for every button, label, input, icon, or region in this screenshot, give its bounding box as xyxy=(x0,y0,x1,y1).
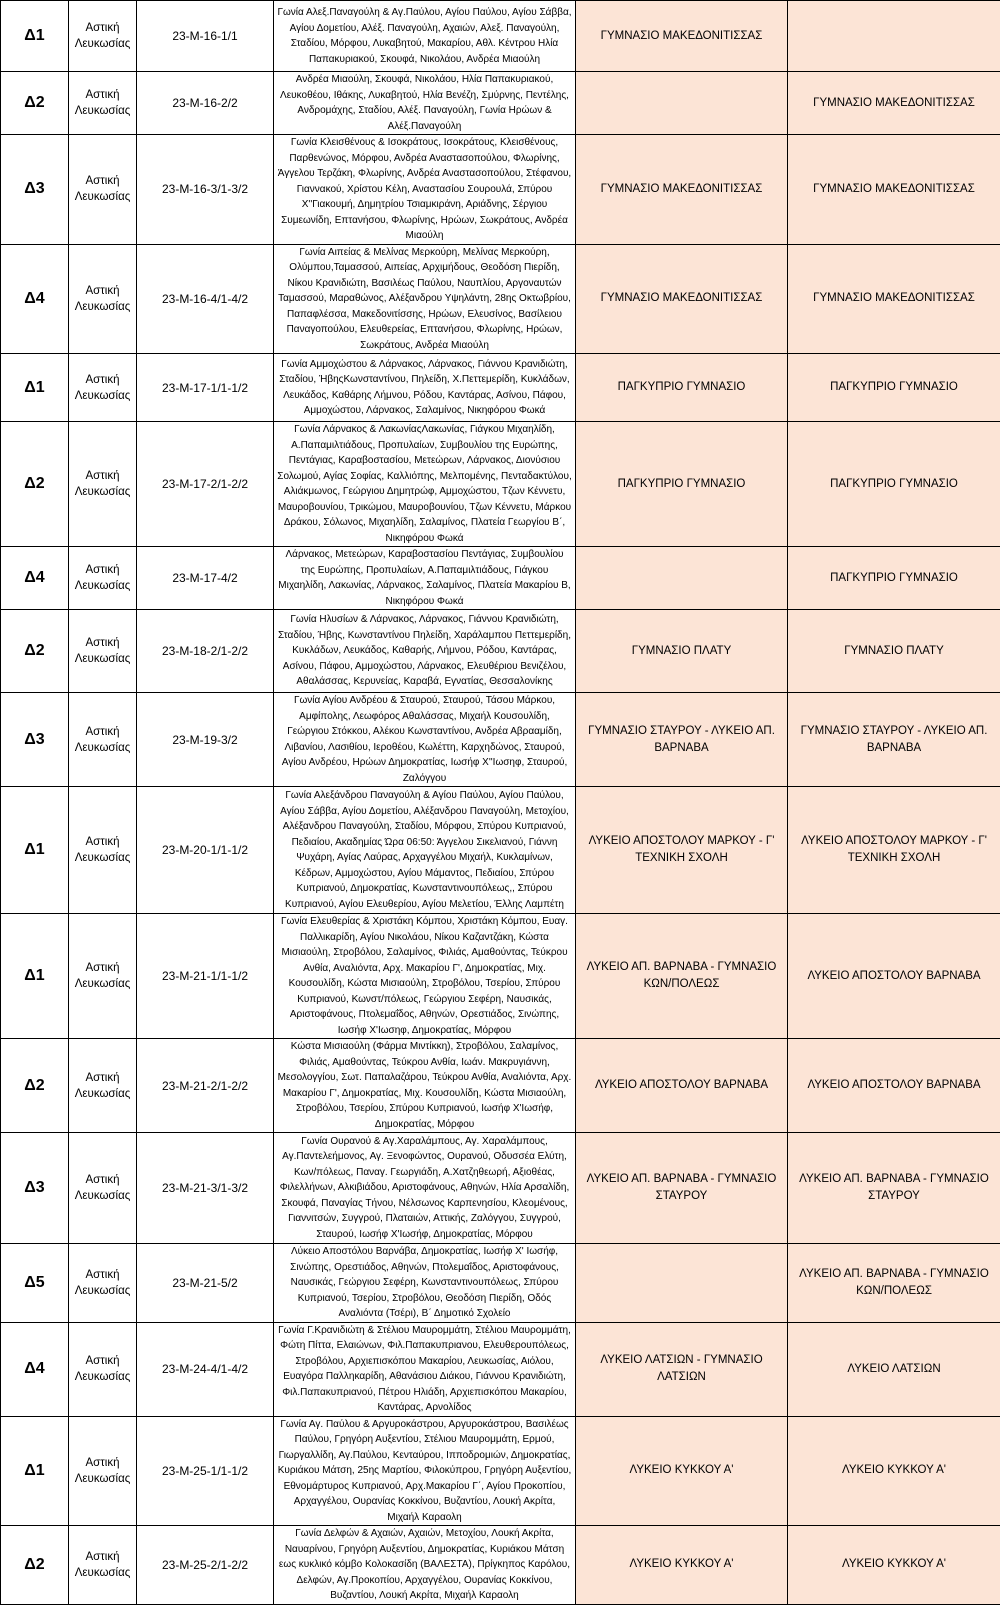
table-row xyxy=(1,1244,1000,1323)
route-description-cell: Λύκειο Αποστόλου Βαρνάβα, Δημοκρατίας, Ιωσήφ Χ' Ιωσήφ, Σινώπης, Ορεστιάδος, Αθηνών, Πτολεμαΐδος, Αριστοφάνους, Ναυσικάς, Γεώργιου Σεφέρη, Κωνσταντινουπόλεως, Σπύρου Κυπριανού, Τσερίου, Στροβόλου, Θεοδόση Πιερίδη, Οδός Αναλιόντα (Τσέρι), Β΄ Δημοτικό Σχολείο xyxy=(274,1244,576,1323)
school-cell-2: ΓΥΜΝΑΣΙΟ ΜΑΚΕΔΟΝΙΤΙΣΣΑΣ xyxy=(788,135,1000,245)
table-row xyxy=(1,135,1000,245)
day-cell: Δ4 xyxy=(1,1322,69,1416)
area-cell: Αστική Λευκωσίας xyxy=(69,1039,137,1133)
school-cell-2: ΓΥΜΝΑΣΙΟ ΠΛΑΤΥ xyxy=(788,610,1000,693)
route-description-cell: Γωνία Κλεισθένους & Ισοκράτους, Ισοκράτους, Κλεισθένους, Παρθενώνος, Μόρφου, Ανδρέα Αναστασοπούλου, Φλωρίνης, Άγγελου Τερζάκη, Φλωρίνης, Ανδρέα Αναστασοπούλου, Στέφανου, Γιαννακού, Χρίστου Κέλη, Αναστασίου Σουρουλά, Σπύρου Χ''Γιακουμή, Δημητρίου Τσιαμκιράνη, Αριάδνης, Σέργιου Συμεωνίδη, Επτανήσου, Φλωρίνης, Ηρώων, Σωκράτους, Ανδρέα Μιαούλη xyxy=(274,135,576,245)
route-description-cell: Γωνία Αλεξ.Παναγούλη & Αγ.Παύλου, Αγίου Παύλου, Αγίου Σάββα, Αγίου Δομετίου, Αλέξ. Παναγούλη, Αχαιών, Αλεξ. Παναγούλη, Σταδίου, Μόρφου, Λυκαβητού, Μακαρίου, Αθλ. Κέντρου Ηλία Παπακυριακού, Σκουφά, Νικολάου, Ανδρέα Μιαούλη xyxy=(274,1,576,72)
school-cell-1: ΓΥΜΝΑΣΙΟ ΜΑΚΕΔΟΝΙΤΙΣΣΑΣ xyxy=(576,1,788,72)
route-description-cell: Κώστα Μισιαούλη (Φάρμα Μιντίκκη), Στροβόλου, Σαλαμίνος, Φιλιάς, Αμαθούντας, Τεύκρου Ανθία, Ιωάν. Μακρυγιάννη, Μεσολογγίου, Σωτ. Παπαλαζάρου, Τεύκρου Ανθία, Αναλιόντα, Αρχ. Μακαρίου Γ', Δημοκρατίας, Μιχ. Κουσουλίδη, Κώστα Μισιαούλη, Στροβόλου, Τσερίου, Σπύρου Κυπριανού, Ιωσήφ Χ'Ιωσήφ, Δημοκρατίας, Μόρφου xyxy=(274,1039,576,1133)
day-cell: Δ3 xyxy=(1,135,69,245)
school-cell-2: ΛΥΚΕΙΟ ΛΑΤΣΙΩΝ xyxy=(788,1322,1000,1416)
day-cell: Δ2 xyxy=(1,1526,69,1605)
table-row xyxy=(1,1526,1000,1605)
route-description-cell: Γωνία Ουρανού & Αγ.Χαραλάμπους, Αγ. Χαραλάμπους, Αγ.Παντελεήμονος, Αγ. Ξενοφώντος, Ουρανού, Οδυσσέα Ελύτη, Κων/πόλεως, Παναγ. Γεωργιάδη, Α.Χατζηθεωρή, Αξιοθέας, Φιλελλήνων, Αλκιβιάδου, Αριστοφάνους, Αθηνών, Ηλία Αρσαλίδη, Σκουφά, Παναγίας Τήνου, Νέλσωνος Καρπενησίου, Κλεομένους, Γιαννιτσών, Συγγρού, Πλαταιών, Αττικής, Ζαλόγγου, Συγγρού, Σταυρού, Ιωσήφ Χ'Ιωσήφ, Δημοκρατίας, Μόρφου xyxy=(274,1133,576,1244)
day-cell: Δ2 xyxy=(1,1039,69,1133)
route-description-cell: Γωνία Λάρνακος & ΛακωνίαςΛακωνίας, Γιάγκου Μιχαηλίδη, Α.Παπαμιλτιάδους, Προπυλαίων, Συμβουλίου της Ευρώπης, Πεντάγιας, Καραβοστασίου, Μετεώρων, Λάρνακος, Διονύσιου Σολωμού, Αγίας Σοφίας, Καλλιόπης, Μελπομένης, Πενταδακτύλου, Αλιάκμωνος, Γεώργιου Δημητρώφ, Αμμοχώστου, Τζων Κέννετυ, Μαυροβουνίου, Τρικώμου, Μαυροβουνίου, Τζων Κέννετυ, Μάρκου Δράκου, Σόλωνος, Μιχαηλίδη, Σαλαμίνος, Πλατεία Γεωργίου Β΄, Νικηφόρου Φωκά xyxy=(274,422,576,547)
school-cell-1: ΛΥΚΕΙΟ ΑΠ. ΒΑΡΝΑΒΑ - ΓΥΜΝΑΣΙΟ ΣΤΑΥΡΟΥ xyxy=(576,1133,788,1244)
table-row xyxy=(1,1322,1000,1416)
route-code-cell: 23-Μ-25-1/1-1/2 xyxy=(137,1416,274,1526)
route-description-cell: Γωνία Αμμοχώστου & Λάρνακος, Λάρνακος, Γιάννου Κρανιδιώτη, Σταδίου, ΉβηςΚωνσταντίνου, Πηλείδη, Χ.Πεττεμερίδη, Κυκλάδων, Λευκάδος, Καθάρης Λήμνου, Ρόδου, Καντάρας, Ασίνου, Πάφου, Αμμοχώστου, Λάρνακος, Σαλαμίνος, Νικηφόρου Φωκά xyxy=(274,354,576,422)
area-cell: Αστική Λευκωσίας xyxy=(69,1244,137,1323)
area-cell: Αστική Λευκωσίας xyxy=(69,244,137,354)
school-cell-2: ΓΥΜΝΑΣΙΟ ΜΑΚΕΔΟΝΙΤΙΣΣΑΣ xyxy=(788,244,1000,354)
table-row xyxy=(1,693,1000,787)
route-code-cell: 23-Μ-16-1/1 xyxy=(137,1,274,72)
route-code-cell: 23-Μ-16-2/2 xyxy=(137,72,274,135)
route-code-cell: 23-Μ-21-2/1-2/2 xyxy=(137,1039,274,1133)
school-cell-2: ΠΑΓΚΥΠΡΙΟ ΓΥΜΝΑΣΙΟ xyxy=(788,422,1000,547)
area-cell: Αστική Λευκωσίας xyxy=(69,422,137,547)
school-cell-1: ΠΑΓΚΥΠΡΙΟ ΓΥΜΝΑΣΙΟ xyxy=(576,422,788,547)
school-cell-1: ΓΥΜΝΑΣΙΟ ΣΤΑΥΡΟΥ - ΛΥΚΕΙΟ ΑΠ. ΒΑΡΝΑΒΑ xyxy=(576,693,788,787)
route-code-cell: 23-Μ-21-3/1-3/2 xyxy=(137,1133,274,1244)
route-code-cell: 23-Μ-17-1/1-1/2 xyxy=(137,354,274,422)
route-code-cell: 23-Μ-19-3/2 xyxy=(137,693,274,787)
area-cell: Αστική Λευκωσίας xyxy=(69,547,137,610)
table-row xyxy=(1,914,1000,1039)
table-row xyxy=(1,1133,1000,1244)
route-code-cell: 23-Μ-21-5/2 xyxy=(137,1244,274,1323)
area-cell: Αστική Λευκωσίας xyxy=(69,610,137,693)
table-row xyxy=(1,244,1000,354)
day-cell: Δ3 xyxy=(1,693,69,787)
school-cell-1: ΓΥΜΝΑΣΙΟ ΜΑΚΕΔΟΝΙΤΙΣΣΑΣ xyxy=(576,244,788,354)
route-description-cell: Ανδρέα Μιαούλη, Σκουφά, Νικολάου, Ηλία Παπακυριακού, Λευκοθέου, Ιθάκης, Λυκαβητού, Ηλία Βενέζη, Σμύρνης, Πεντέλης, Ανδρομάχης, Σταδίου, Αλέξ. Παναγούλη, Γωνία Ηρώων & Αλέξ.Παναγούλη xyxy=(274,72,576,135)
table-row xyxy=(1,72,1000,135)
route-code-cell: 23-Μ-21-1/1-1/2 xyxy=(137,914,274,1039)
school-cell-1: ΛΥΚΕΙΟ ΛΑΤΣΙΩΝ - ΓΥΜΝΑΣΙΟ ΛΑΤΣΙΩΝ xyxy=(576,1322,788,1416)
day-cell: Δ5 xyxy=(1,1244,69,1323)
school-cell-2: ΛΥΚΕΙΟ ΑΠΟΣΤΟΛΟΥ ΒΑΡΝΑΒΑ xyxy=(788,914,1000,1039)
day-cell: Δ4 xyxy=(1,244,69,354)
day-cell: Δ4 xyxy=(1,547,69,610)
route-code-cell: 23-Μ-24-4/1-4/2 xyxy=(137,1322,274,1416)
route-code-cell: 23-Μ-20-1/1-1/2 xyxy=(137,787,274,914)
table-row xyxy=(1,1039,1000,1133)
school-cell-1: ΛΥΚΕΙΟ ΑΠΟΣΤΟΛΟΥ ΒΑΡΝΑΒΑ xyxy=(576,1039,788,1133)
school-cell-1: ΓΥΜΝΑΣΙΟ ΜΑΚΕΔΟΝΙΤΙΣΣΑΣ xyxy=(576,135,788,245)
route-code-cell: 23-Μ-16-3/1-3/2 xyxy=(137,135,274,245)
school-cell-2: ΓΥΜΝΑΣΙΟ ΜΑΚΕΔΟΝΙΤΙΣΣΑΣ xyxy=(788,72,1000,135)
area-cell: Αστική Λευκωσίας xyxy=(69,914,137,1039)
day-cell: Δ1 xyxy=(1,787,69,914)
day-cell: Δ2 xyxy=(1,610,69,693)
route-code-cell: 23-Μ-18-2/1-2/2 xyxy=(137,610,274,693)
route-description-cell: Γωνία Αλεξάνδρου Παναγούλη & Αγίου Παύλου, Αγίου Παύλου, Αγίου Σάββα, Αγίου Δομετίου, Αλέξανδρου Παναγούλη, Μετοχίου, Αλέξανδρου Παναγούλη, Σταδίου, Μόρφου, Σπύρου Κυπριανού, Πεδιαίου, Ακαδημίας Ώρα 06:50: Άγγελου Σικελιανού, Γιάννη Ψυχάρη, Αγίας Λαύρας, Αρχαγγέλου Μιχαήλ, Κυκλαμίνων, Κέδρων, Αμμοχώστου, Αγίου Μάμαντος, Πεδιαίου, Σπύρου Κυπριανού, Δημοκρατίας, Κωνσταντινουπόλεως,, Σπύρου Κυπριανού, Αγίου Ελευθερίου, Αγίου Μελετίου, Έλλης Λαμπέτη xyxy=(274,787,576,914)
route-code-cell: 23-Μ-25-2/1-2/2 xyxy=(137,1526,274,1605)
route-code-cell: 23-Μ-17-4/2 xyxy=(137,547,274,610)
route-description-cell: Γωνία Δελφών & Αχαιών, Αχαιών, Μετοχίου, Λουκή Ακρίτα, Ναυαρίνου, Γρηγόρη Αυξεντίου, Δημοκρατίας, Κυριάκου Μάτση εως κυκλικό κόμβο Κολοκασίδη (ΒΑΛΕΣΤΑ), Πρίγκηπος Καρόλου, Δελφών, Αγ.Προκοπίου, Αρχαγγέλου, Ουρανίας Κοκκίνου, Βυζαντίου, Λουκή Ακρίτα, Μιχαήλ Καραολη xyxy=(274,1526,576,1605)
school-cell-2: ΛΥΚΕΙΟ ΚΥΚΚΟΥ Α' xyxy=(788,1416,1000,1526)
area-cell: Αστική Λευκωσίας xyxy=(69,354,137,422)
day-cell: Δ1 xyxy=(1,1416,69,1526)
day-cell: Δ2 xyxy=(1,422,69,547)
route-description-cell: Γωνία Ελευθερίας & Χριστάκη Κόμπου, Χριστάκη Κόμπου, Ευαγ. Παλλικαρίδη, Αγίου Νικολάου, Νίκου Καζαντζάκη, Κώστα Μισιαούλη, Στροβόλου, Σαλαμίνος, Φιλιάς, Αμαθούντας, Τεύκρου Ανθία, Αναλιόντα, Αρχ. Μακαρίου Γ', Δημοκρατίας, Μιχ. Κουσουλίδη, Κώστα Μισιαούλη, Στροβόλου, Τσερίου, Σπύρου Κυπριανού, Κωνστ/πόλεως, Γεώργιου Σεφέρη, Ναυσικάς, Αριστοφάνους, Πτολεμαΐδος, Αθηνών, Ορεστιάδος, Σινώπης, Ιωσήφ Χ'Ιωσηφ, Δημοκρατίας, Μόρφου xyxy=(274,914,576,1039)
school-cell-2: ΛΥΚΕΙΟ ΑΠ. ΒΑΡΝΑΒΑ - ΓΥΜΝΑΣΙΟ ΚΩΝ/ΠΟΛΕΩΣ xyxy=(788,1244,1000,1323)
table-row xyxy=(1,1416,1000,1526)
route-description-cell: Γωνία Αιπείας & Μελίνας Μερκούρη, Μελίνας Μερκούρη, Ολύμπου,Ταμασσού, Αιπείας, Αρχιμήδους, Θεοδόση Πιερίδη, Νίκου Κρανιδιώτη, Βασιλέως Παύλου, Ναυπλίου, Αργοναυτών Ταμασσού, Μαραθώνος, Αλέξανδρου Υψηλάντη, 28ης Οκτωβρίου, Παπαφλέσσα, Μακεδονιτίσσης, Ηρώων, Ελευσίνος, Βασίλειου Παναγοπούλου, Ελευθερείας, Επτανήσου, Φλωρίνης, Ηρώων, Σωκράτους, Ανδρέα Μιαούλη xyxy=(274,244,576,354)
school-cell-1: ΓΥΜΝΑΣΙΟ ΠΛΑΤΥ xyxy=(576,610,788,693)
area-cell: Αστική Λευκωσίας xyxy=(69,787,137,914)
route-description-cell: Γωνία Γ.Κρανιδιώτη & Στέλιου Μαυρομμάτη, Στέλιου Μαυρομμάτη, Φώτη Πίττα, Ελαιώνων, Φιλ.Παπακυπριανου, Ελευθερουπόλεως, Στροβόλου, Αρχιεπισκόπου Μακαρίου, Λευκωσίας, Αιόλου, Ευαγόρα Παλληκαρίδη, Αθανάσιου Διάκου, Γιάννου Κρανιδιώτη, Φιλ.Παπακυπριανού, Πέτρου Ηλιάδη, Αρχιεπισκόπου Μακαρίου, Καντάρας, Αρνολίδος xyxy=(274,1322,576,1416)
school-cell-2: ΛΥΚΕΙΟ ΚΥΚΚΟΥ Α' xyxy=(788,1526,1000,1605)
day-cell: Δ1 xyxy=(1,1,69,72)
day-cell: Δ3 xyxy=(1,1133,69,1244)
school-cell-2: ΛΥΚΕΙΟ ΑΠΟΣΤΟΛΟΥ ΒΑΡΝΑΒΑ xyxy=(788,1039,1000,1133)
school-cell-1: ΛΥΚΕΙΟ ΚΥΚΚΟΥ Α' xyxy=(576,1526,788,1605)
day-cell: Δ1 xyxy=(1,914,69,1039)
area-cell: Αστική Λευκωσίας xyxy=(69,1,137,72)
table-row xyxy=(1,354,1000,422)
day-cell: Δ2 xyxy=(1,72,69,135)
school-cell-1 xyxy=(576,72,788,135)
table-row xyxy=(1,422,1000,547)
school-cell-1: ΛΥΚΕΙΟ ΚΥΚΚΟΥ Α' xyxy=(576,1416,788,1526)
table-row xyxy=(1,610,1000,693)
school-cell-1 xyxy=(576,1244,788,1323)
area-cell: Αστική Λευκωσίας xyxy=(69,1322,137,1416)
school-cell-1: ΛΥΚΕΙΟ ΑΠ. ΒΑΡΝΑΒΑ - ΓΥΜΝΑΣΙΟ ΚΩΝ/ΠΟΛΕΩΣ xyxy=(576,914,788,1039)
school-cell-2 xyxy=(788,1,1000,72)
school-cell-2: ΠΑΓΚΥΠΡΙΟ ΓΥΜΝΑΣΙΟ xyxy=(788,547,1000,610)
routes-table-body xyxy=(1,1,1000,1605)
route-code-cell: 23-Μ-16-4/1-4/2 xyxy=(137,244,274,354)
day-cell: Δ1 xyxy=(1,354,69,422)
area-cell: Αστική Λευκωσίας xyxy=(69,135,137,245)
school-cell-2: ΛΥΚΕΙΟ ΑΠΟΣΤΟΛΟΥ ΜΑΡΚΟΥ - Γ' ΤΕΧΝΙΚΗ ΣΧΟΛΗ xyxy=(788,787,1000,914)
area-cell: Αστική Λευκωσίας xyxy=(69,693,137,787)
route-description-cell: Λάρνακος, Μετεώρων, Καραβοστασίου Πεντάγιας, Συμβουλίου της Ευρώπης, Προπυλαίων, Α.Παπαμιλτιάδους, Γιάγκου Μιχαηλίδη, Λακωνίας, Λάρνακος, Σαλαμίνος, Πλατεία Μακαρίου Β, Νικηφόρου Φωκά xyxy=(274,547,576,610)
school-cell-1: ΛΥΚΕΙΟ ΑΠΟΣΤΟΛΟΥ ΜΑΡΚΟΥ - Γ' ΤΕΧΝΙΚΗ ΣΧΟΛΗ xyxy=(576,787,788,914)
table-row xyxy=(1,547,1000,610)
school-cell-2: ΛΥΚΕΙΟ ΑΠ. ΒΑΡΝΑΒΑ - ΓΥΜΝΑΣΙΟ ΣΤΑΥΡΟΥ xyxy=(788,1133,1000,1244)
route-description-cell: Γωνία Αγ. Παύλου & Αργυροκάστρου, Αργυροκάστρου, Βασιλέως Παύλου, Γρηγόρη Αυξεντίου, Στέλιου Μαυρομμάτη, Ερμού, Γιωργαλλίδη, Αγ.Παύλου, Κενταύρου, Ιπποδρομιών, Δημοκρατίας, Κυριάκου Μάτση, 25ης Μαρτίου, Φιλοκύπρου, Γρηγόρη Αυξεντίου, Εθνομάρτυρος Κυπριανού, Αρχ.Μακαρίου Γ΄, Αγίου Προκοπίου, Αρχαγγέλου, Ουρανίας Κοκκίνου, Βυζαντίου, Λουκή Ακρίτα, Μιχαήλ Καραολη xyxy=(274,1416,576,1526)
route-description-cell: Γωνία Αγίου Ανδρέου & Σταυρού, Σταυρού, Τάσου Μάρκου, Αμφίπολης, Λεωφόρος Αθαλάσσας, Μιχαήλ Κουσουλίδη, Γεώργιου Στόκκου, Αλέκου Κωνσταντίνου, Ανδρέα Αβρααμίδη, Λιβανίου, Λασιθίου, Ιεροθέου, Κωλέττη, Καρχηδώνος, Σταυρού, Αγίου Ανδρέου, Ηρώων Δημοκρατίας, Ιωσήφ Χ''Ιωσηφ, Σταυρού, Ζαλόγγου xyxy=(274,693,576,787)
area-cell: Αστική Λευκωσίας xyxy=(69,1526,137,1605)
area-cell: Αστική Λευκωσίας xyxy=(69,72,137,135)
school-cell-1 xyxy=(576,547,788,610)
route-description-cell: Γωνία Ηλυσίων & Λάρνακος, Λάρνακος, Γιάννου Κρανιδιώτη, Σταδίου, Ήβης, Κωνσταντίνου Πηλείδη, Χαράλαμπου Πεττεμερίδη, Κυκλάδων, Λευκάδος, Καθαρής, Λήμνου, Ρόδου, Καντάρας, Ασίνου, Πάφου, Αμμοχώστου, Λάρνακος, Ελευθέριου Βενιζέλου, Αθαλάσσας, Κερυνείας, Καραβά, Εγνατίας, Θεσσαλονίκης xyxy=(274,610,576,693)
table-row xyxy=(1,787,1000,914)
area-cell: Αστική Λευκωσίας xyxy=(69,1133,137,1244)
school-cell-2: ΓΥΜΝΑΣΙΟ ΣΤΑΥΡΟΥ - ΛΥΚΕΙΟ ΑΠ. ΒΑΡΝΑΒΑ xyxy=(788,693,1000,787)
table-row xyxy=(1,1,1000,72)
school-cell-2: ΠΑΓΚΥΠΡΙΟ ΓΥΜΝΑΣΙΟ xyxy=(788,354,1000,422)
route-code-cell: 23-Μ-17-2/1-2/2 xyxy=(137,422,274,547)
school-cell-1: ΠΑΓΚΥΠΡΙΟ ΓΥΜΝΑΣΙΟ xyxy=(576,354,788,422)
area-cell: Αστική Λευκωσίας xyxy=(69,1416,137,1526)
